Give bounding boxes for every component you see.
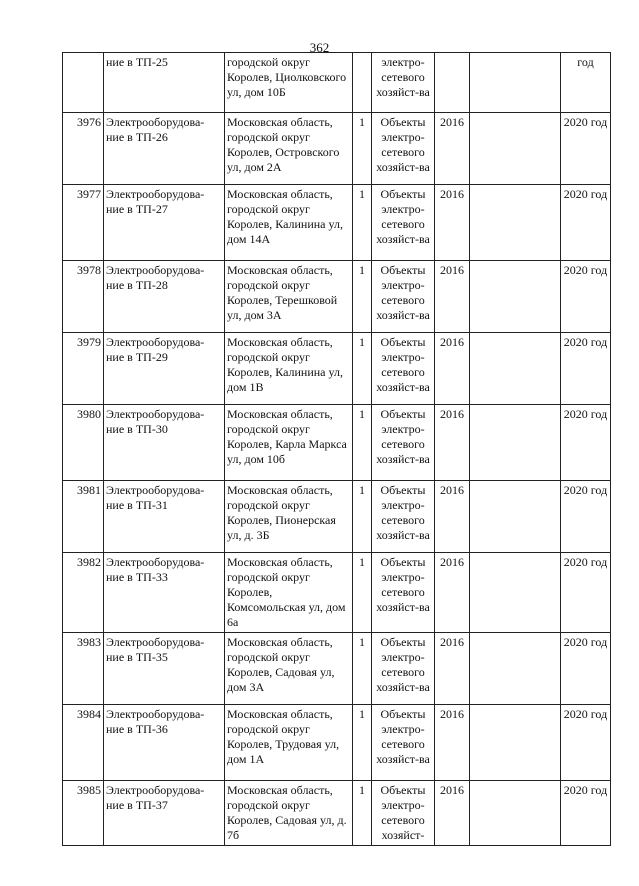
cell-blank [470, 333, 561, 405]
cell-term: 2020 год [561, 705, 611, 781]
cell-name: ние в ТП-25 [104, 53, 225, 113]
cell-qty: 1 [353, 481, 372, 553]
cell-name: Электрооборудова-ние в ТП-31 [104, 481, 225, 553]
cell-year: 2016 [435, 113, 470, 185]
cell-num [63, 53, 104, 113]
cell-qty: 1 [353, 333, 372, 405]
cell-qty: 1 [353, 781, 372, 846]
cell-blank [470, 185, 561, 261]
cell-cat: Объекты электро-сетевого хозяйст-ва [372, 185, 435, 261]
cell-addr: Московская область, городской округ Королев, Карла Маркса ул, дом 10б [225, 405, 353, 481]
cell-num: 3977 [63, 185, 104, 261]
page-number: 362 [309, 40, 330, 55]
cell-qty [353, 53, 372, 113]
cell-name: Электрооборудова-ние в ТП-30 [104, 405, 225, 481]
cell-qty: 1 [353, 705, 372, 781]
cell-qty: 1 [353, 261, 372, 333]
cell-num: 3985 [63, 781, 104, 846]
cell-cat: Объекты электро-сетевого хозяйст-ва [372, 481, 435, 553]
cell-num: 3979 [63, 333, 104, 405]
cell-term: 2020 год [561, 553, 611, 633]
cell-cat: Объекты электро-сетевого хозяйст-ва [372, 553, 435, 633]
cell-blank [470, 405, 561, 481]
cell-qty: 1 [353, 553, 372, 633]
cell-name: Электрооборудова-ние в ТП-35 [104, 633, 225, 705]
cell-blank [470, 781, 561, 846]
table-row [63, 261, 611, 333]
cell-addr: Московская область, городской округ Королев, Садовая ул, дом 3А [225, 633, 353, 705]
table-row [63, 633, 611, 705]
cell-year: 2016 [435, 781, 470, 846]
cell-addr: Московская область, городской округ Королев, Терешковой ул, дом 3А [225, 261, 353, 333]
cell-year: 2016 [435, 705, 470, 781]
cell-term: 2020 год [561, 633, 611, 705]
cell-blank [470, 553, 561, 633]
cell-name: Электрооборудова-ние в ТП-37 [104, 781, 225, 846]
cell-year: 2016 [435, 481, 470, 553]
cell-addr: Московская область, городской округ Королев, Пионерская ул, д. 3Б [225, 481, 353, 553]
cell-blank [470, 705, 561, 781]
cell-name: Электрооборудова-ние в ТП-27 [104, 185, 225, 261]
cell-addr: Московская область, городской округ Королев, Островского ул, дом 2А [225, 113, 353, 185]
cell-qty: 1 [353, 405, 372, 481]
cell-num: 3984 [63, 705, 104, 781]
cell-num: 3983 [63, 633, 104, 705]
cell-cat: Объекты электро-сетевого хозяйст-ва [372, 113, 435, 185]
cell-term: 2020 год [561, 113, 611, 185]
cell-year: 2016 [435, 633, 470, 705]
table-row [63, 705, 611, 781]
cell-blank [470, 261, 561, 333]
cell-year: 2016 [435, 185, 470, 261]
cell-addr: Московская область, городской округ Королев, Трудовая ул, дом 1А [225, 705, 353, 781]
cell-name: Электрооборудова-ние в ТП-28 [104, 261, 225, 333]
cell-term: год [561, 53, 611, 113]
cell-year: 2016 [435, 333, 470, 405]
cell-cat: Объекты электро-сетевого хозяйст-ва [372, 261, 435, 333]
cell-addr: городской округ Королев, Циолковского ул, дом 10Б [225, 53, 353, 113]
cell-name: Электрооборудова-ние в ТП-36 [104, 705, 225, 781]
cell-num: 3978 [63, 261, 104, 333]
table-row [63, 53, 611, 113]
cell-year: 2016 [435, 261, 470, 333]
cell-qty: 1 [353, 185, 372, 261]
cell-num: 3980 [63, 405, 104, 481]
cell-blank [470, 113, 561, 185]
table-row [63, 185, 611, 261]
cell-term: 2020 год [561, 481, 611, 553]
cell-addr: Московская область, городской округ Королев, Садовая ул, д. 7б [225, 781, 353, 846]
cell-addr: Московская область, городской округ Королев, Калинина ул, дом 14А [225, 185, 353, 261]
cell-name: Электрооборудова-ние в ТП-29 [104, 333, 225, 405]
cell-term: 2020 год [561, 261, 611, 333]
cell-num: 3982 [63, 553, 104, 633]
cell-cat: Объекты электро-сетевого хозяйст-ва [372, 333, 435, 405]
cell-cat: Объекты электро-сетевого хозяйст-ва [372, 405, 435, 481]
cell-term: 2020 год [561, 405, 611, 481]
cell-cat: Объекты электро-сетевого хозяйст-ва [372, 705, 435, 781]
cell-term: 2020 год [561, 781, 611, 846]
table-row [63, 333, 611, 405]
cell-name: Электрооборудова-ние в ТП-33 [104, 553, 225, 633]
cell-qty: 1 [353, 113, 372, 185]
table-row [63, 553, 611, 633]
cell-year [435, 53, 470, 113]
cell-term: 2020 год [561, 333, 611, 405]
cell-num: 3981 [63, 481, 104, 553]
cell-addr: Московская область, городской округ Королев, Калинина ул, дом 1В [225, 333, 353, 405]
cell-num: 3976 [63, 113, 104, 185]
table-row [63, 113, 611, 185]
cell-cat: Объекты электро-сетевого хозяйст-ва [372, 633, 435, 705]
table-row [63, 481, 611, 553]
cell-blank [470, 633, 561, 705]
cell-name: Электрооборудова-ние в ТП-26 [104, 113, 225, 185]
cell-blank [470, 481, 561, 553]
registry-table [62, 52, 611, 846]
cell-addr: Московская область, городской округ Королев, Комсомольская ул, дом 6а [225, 553, 353, 633]
cell-qty: 1 [353, 633, 372, 705]
cell-year: 2016 [435, 405, 470, 481]
cell-cat: электро-сетевого хозяйст-ва [372, 53, 435, 113]
cell-term: 2020 год [561, 185, 611, 261]
table-row [63, 405, 611, 481]
table-row [63, 781, 611, 846]
cell-blank [470, 53, 561, 113]
cell-cat: Объекты электро-сетевого хозяйст- [372, 781, 435, 846]
cell-year: 2016 [435, 553, 470, 633]
